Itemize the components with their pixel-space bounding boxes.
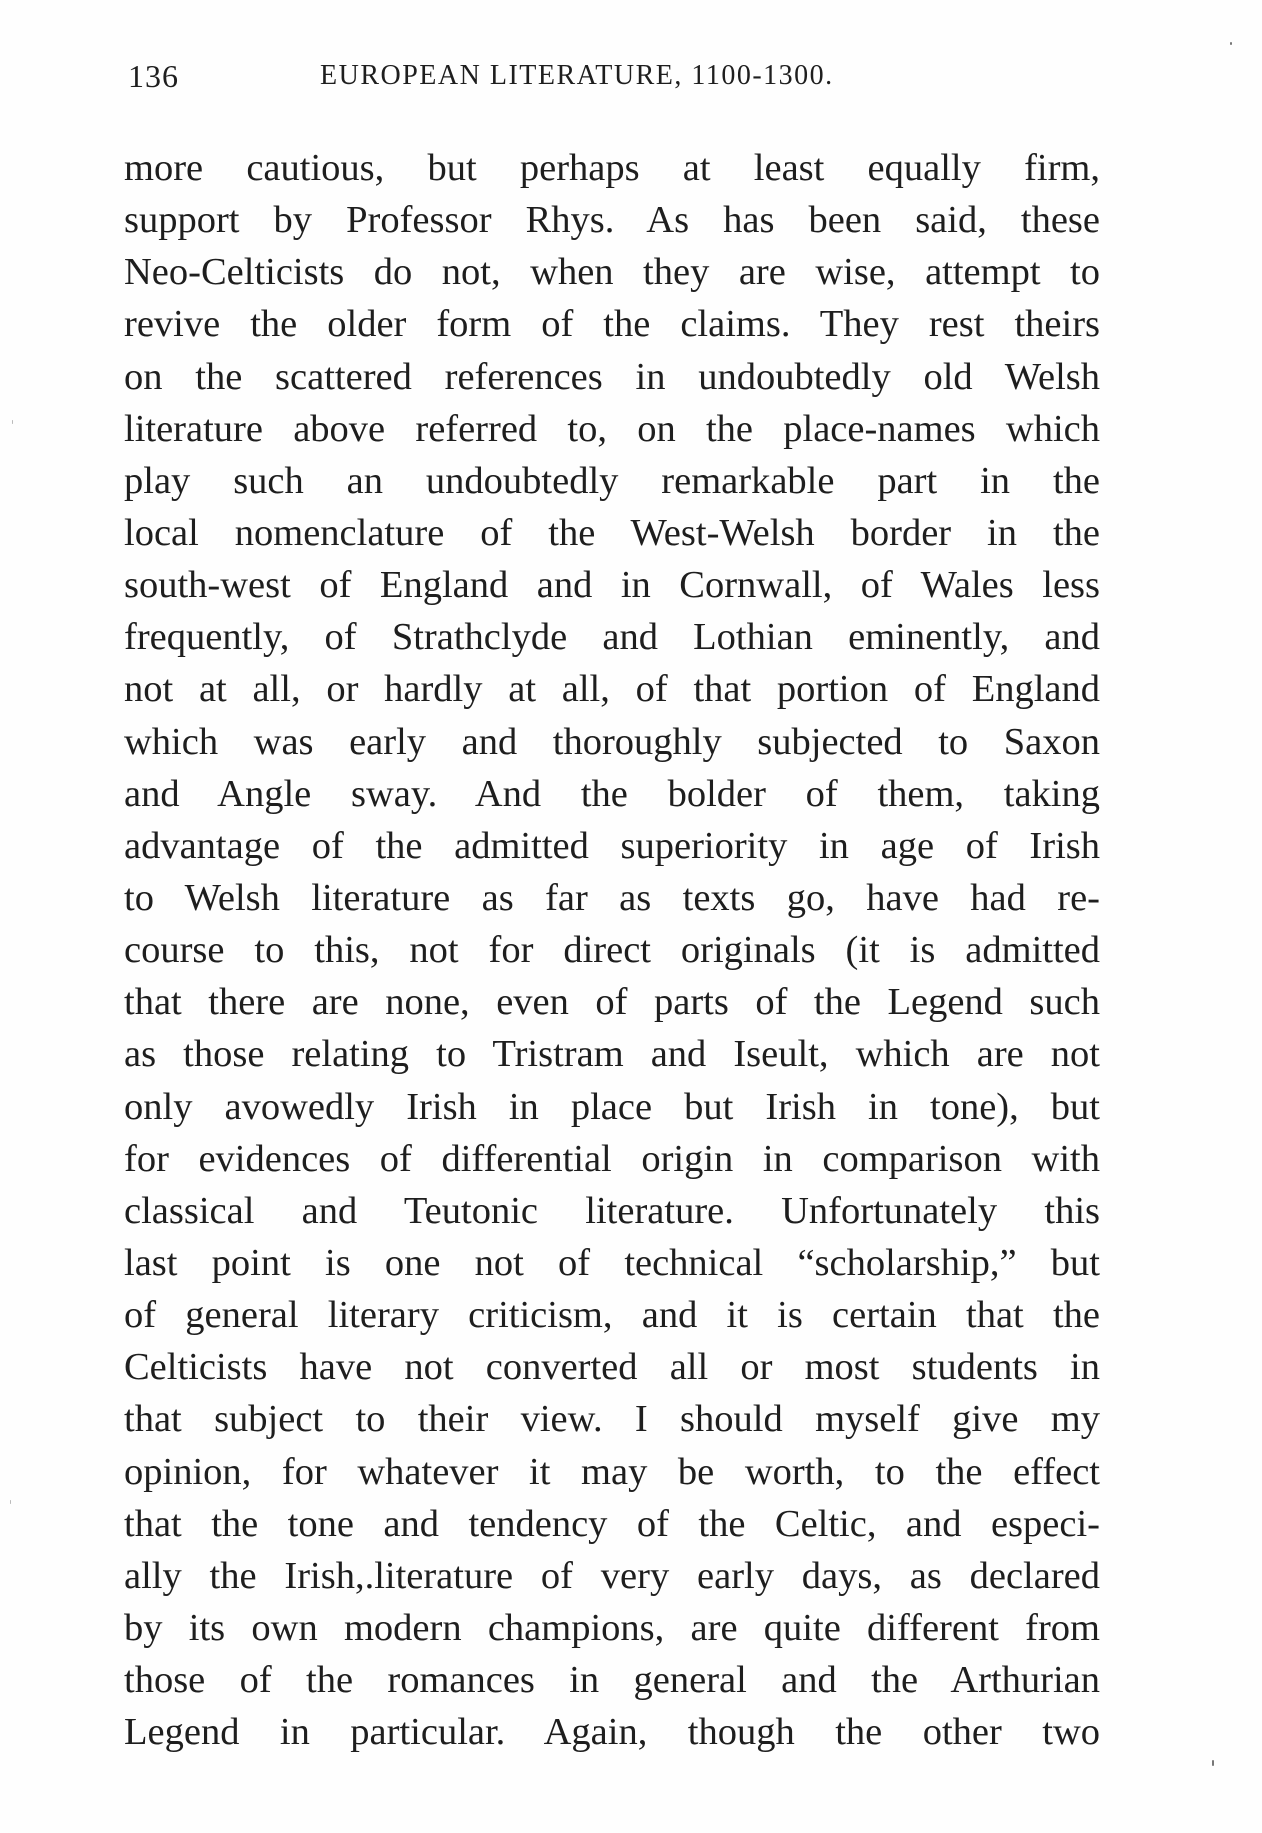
- text-line: advantage of the admitted superiority in age of Irish: [124, 824, 1100, 867]
- text-line: and Angle sway. And the bolder of them, taking: [124, 772, 1100, 815]
- text-line: opinion, for whatever it may be worth, to the effect: [124, 1450, 1100, 1493]
- text-line: of general literary criticism, and it is certain that the: [124, 1294, 1100, 1337]
- text-line: literature above referred to, on the place-names which: [124, 407, 1100, 450]
- page-header: [128, 58, 1128, 108]
- text-line: course to this, not for direct originals (it is admitted: [124, 929, 1100, 972]
- page-number: 136: [128, 58, 179, 94]
- text-line: as those relating to Tristram and Iseult, which are not: [124, 1033, 1100, 1076]
- text-line: Legend in particular. Again, though the other two: [124, 1711, 1100, 1754]
- text-line: classical and Teutonic literature. Unfortunately this: [124, 1189, 1100, 1232]
- text-line: those of the romances in general and the Arthurian: [124, 1659, 1100, 1702]
- paper-speck: [1212, 1760, 1214, 1766]
- text-line: that subject to their view. I should myself give my: [124, 1398, 1100, 1441]
- text-line: south-west of England and in Cornwall, of Wales less: [124, 564, 1100, 607]
- text-line: on the scattered references in undoubtedly old Welsh: [124, 355, 1100, 398]
- body-text: [124, 142, 1100, 1758]
- text-line: which was early and thoroughly subjected to Saxon: [124, 720, 1100, 763]
- text-line: that the tone and tendency of the Celtic, and especi-: [124, 1502, 1100, 1545]
- text-line: last point is one not of technical “scholarship,” but: [124, 1241, 1100, 1284]
- text-line: ally the Irish,.literature of very early days, as declared: [124, 1554, 1100, 1597]
- text-line: that there are none, even of parts of the Legend such: [124, 981, 1100, 1024]
- text-line: play such an undoubtedly remarkable part in the: [124, 459, 1100, 502]
- text-line: frequently, of Strathclyde and Lothian eminently, and: [124, 616, 1100, 659]
- text-line: by its own modern champions, are quite different from: [124, 1606, 1100, 1649]
- text-line: to Welsh literature as far as texts go, have had re-: [124, 876, 1100, 919]
- text-line: only avowedly Irish in place but Irish in tone), but: [124, 1085, 1100, 1128]
- text-line: local nomenclature of the West-Welsh border in the: [124, 511, 1100, 554]
- paper-speck: [12, 420, 13, 424]
- text-line: revive the older form of the claims. They rest theirs: [124, 303, 1100, 346]
- paper-speck: [10, 1500, 11, 1504]
- text-line: for evidences of differential origin in comparison with: [124, 1137, 1100, 1180]
- text-line: Celticists have not converted all or most students in: [124, 1346, 1100, 1389]
- text-line: Neo-Celticists do not, when they are wise, attempt to: [124, 251, 1100, 294]
- text-line: not at all, or hardly at all, of that portion of England: [124, 668, 1100, 711]
- running-title: EUROPEAN LITERATURE, 1100-1300.: [320, 60, 834, 91]
- paper-speck: [1230, 42, 1232, 45]
- text-line: more cautious, but perhaps at least equally firm,: [124, 147, 1100, 189]
- text-line: support by Professor Rhys. As has been said, these: [124, 199, 1100, 242]
